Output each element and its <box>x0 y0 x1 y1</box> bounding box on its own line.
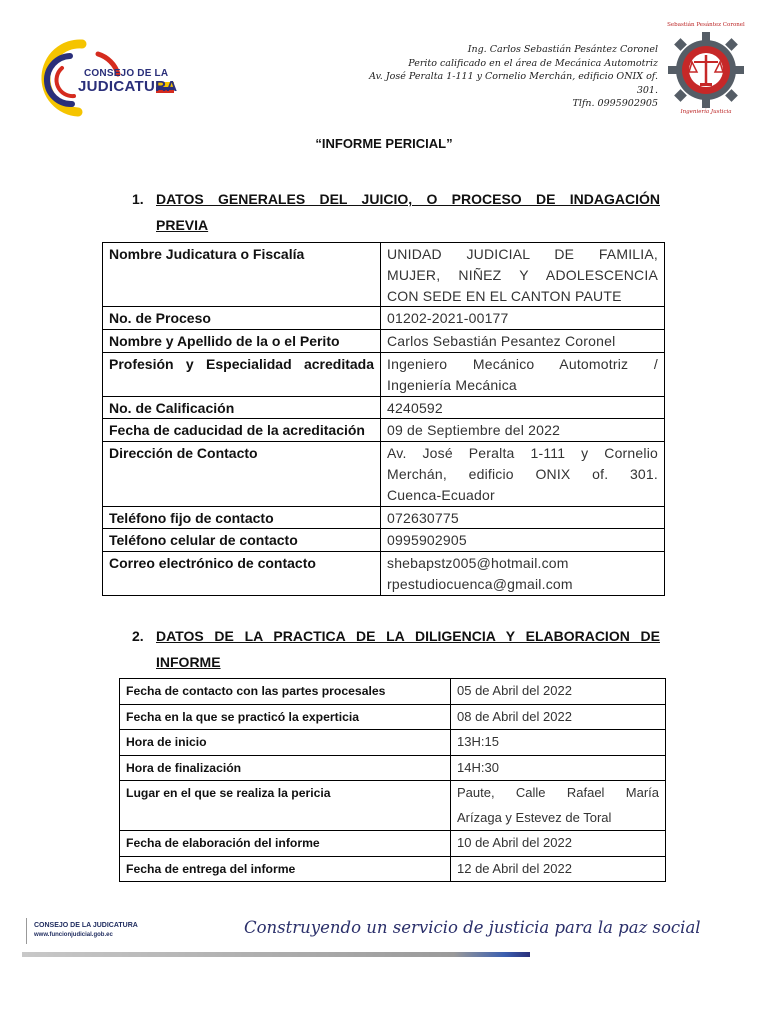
seal-bottom-text: Ingeniería Justicia <box>680 109 732 115</box>
row-label: No. de Calificación <box>103 396 381 419</box>
row-label: Hora de finalización <box>120 755 451 781</box>
perito-phone: Tlfn. 0995902905 <box>572 98 658 109</box>
table-row <box>120 730 666 756</box>
footer-bar <box>22 952 530 957</box>
table-row <box>120 755 666 781</box>
section-2-number: 2. <box>132 628 144 644</box>
row-value: 09 de Septiembre del 2022 <box>381 419 665 442</box>
perito-address: Av. José Peralta 1-111 y Cornelio Merchán, edificio ONIX of. 301. <box>369 71 658 96</box>
table-row <box>120 856 666 882</box>
row-value: 10 de Abril del 2022 <box>451 831 666 857</box>
row-value: 13H:15 <box>451 730 666 756</box>
footer-slogan: Construyendo un servicio de justicia para la paz social <box>244 918 701 937</box>
email-link[interactable]: shebapstz005@hotmail.com <box>387 555 569 572</box>
row-label: Fecha de elaboración del informe <box>120 831 451 857</box>
label-text: Profesión y Especialidad acreditada <box>109 355 374 372</box>
row-label: Correo electrónico de contacto <box>103 552 381 596</box>
gear-scales-icon <box>664 28 748 112</box>
table-row <box>103 307 665 330</box>
section-2-heading <box>132 623 660 675</box>
row-value: 01202-2021-00177 <box>381 307 665 330</box>
table-row <box>103 506 665 529</box>
value-line: Ingeniero Mecánico Automotriz / <box>387 355 658 372</box>
table-row <box>103 330 665 353</box>
footer-org-name: CONSEJO DE LA JUDICATURA <box>34 922 138 929</box>
value-line: Ingeniería Mecánica <box>387 376 517 393</box>
table-row <box>120 704 666 730</box>
section-1-heading <box>132 186 660 238</box>
row-label: Lugar en el que se realiza la pericia <box>120 781 451 831</box>
general-data-table <box>102 242 665 596</box>
row-label: Nombre Judicatura o Fiscalía <box>103 243 381 307</box>
table-row <box>120 831 666 857</box>
logo-line-1: CONSEJO DE LA <box>84 68 169 79</box>
table-row <box>103 243 665 307</box>
table-row <box>120 781 666 831</box>
value-line: Paute, Calle Rafael María <box>457 785 659 800</box>
row-value <box>381 442 665 506</box>
row-label: Fecha de caducidad de la acreditación <box>103 419 381 442</box>
value-line: Av. José Peralta 1-111 y Cornelio <box>387 445 658 462</box>
consejo-judicatura-logo <box>38 34 198 124</box>
row-label: Fecha en la que se practicó la experticia <box>120 704 451 730</box>
table-row <box>103 419 665 442</box>
footer-divider-icon <box>26 918 30 944</box>
seal-top-text: Sebastián Pesántez Coronel <box>667 22 745 28</box>
footer-website[interactable]: www.funcionjudicial.gob.ec <box>34 932 113 938</box>
row-label: Teléfono fijo de contacto <box>103 506 381 529</box>
value-line: UNIDAD JUDICIAL DE FAMILIA, <box>387 246 658 262</box>
perito-seal <box>664 22 748 120</box>
row-value: 072630775 <box>381 506 665 529</box>
table-row <box>103 442 665 506</box>
row-value: Carlos Sebastián Pesantez Coronel <box>381 330 665 353</box>
row-label: Dirección de Contacto <box>103 442 381 506</box>
table-row <box>103 396 665 419</box>
row-label: Nombre y Apellido de la o el Perito <box>103 330 381 353</box>
section-2-title-line-1: DATOS DE LA PRACTICA DE LA DILIGENCIA Y ELABORACION DE <box>156 628 660 644</box>
row-value <box>451 781 666 831</box>
row-label <box>103 352 381 396</box>
perito-header-info <box>358 43 658 111</box>
value-line: Merchán, edificio ONIX of. 301. <box>387 465 658 482</box>
perito-qualification: Perito calificado en el área de Mecánica Automotriz <box>408 57 658 69</box>
row-value <box>381 352 665 396</box>
row-value <box>381 243 665 307</box>
value-line: Cuenca-Ecuador <box>387 486 495 503</box>
table-row <box>120 679 666 705</box>
row-value: 4240592 <box>381 396 665 419</box>
logo-line-2: JUDICATURA <box>78 78 178 95</box>
value-line: MUJER, NIÑEZ Y ADOLESCENCIA <box>387 266 658 283</box>
document-title: “INFORME PERICIAL” <box>315 136 453 151</box>
section-1-title-line-1: DATOS GENERALES DEL JUICIO, O PROCESO DE INDAGACIÓN <box>156 191 660 207</box>
row-value: 0995902905 <box>381 529 665 552</box>
perito-name: Ing. Carlos Sebastián Pesántez Coronel <box>467 44 658 55</box>
email-link[interactable]: rpestudiocuenca@gmail.com <box>387 575 573 592</box>
row-value: 08 de Abril del 2022 <box>451 704 666 730</box>
row-label: Fecha de contacto con las partes procesales <box>120 679 451 705</box>
table-row <box>103 352 665 396</box>
row-label: Hora de inicio <box>120 730 451 756</box>
value-line: Arízaga y Estevez de Toral <box>457 809 612 825</box>
row-value <box>381 552 665 596</box>
row-value: 14H:30 <box>451 755 666 781</box>
row-value: 05 de Abril del 2022 <box>451 679 666 705</box>
row-label: Fecha de entrega del informe <box>120 856 451 882</box>
row-label: Teléfono celular de contacto <box>103 529 381 552</box>
row-label: No. de Proceso <box>103 307 381 330</box>
table-row <box>103 552 665 596</box>
section-2-title-line-2: INFORME <box>156 654 221 670</box>
diligence-data-table <box>119 678 666 882</box>
table-row <box>103 529 665 552</box>
section-1-title-line-2: PREVIA <box>156 217 209 233</box>
value-line: CON SEDE EN EL CANTON PAUTE <box>387 287 622 304</box>
row-value: 12 de Abril del 2022 <box>451 856 666 882</box>
section-1-number: 1. <box>132 191 144 207</box>
